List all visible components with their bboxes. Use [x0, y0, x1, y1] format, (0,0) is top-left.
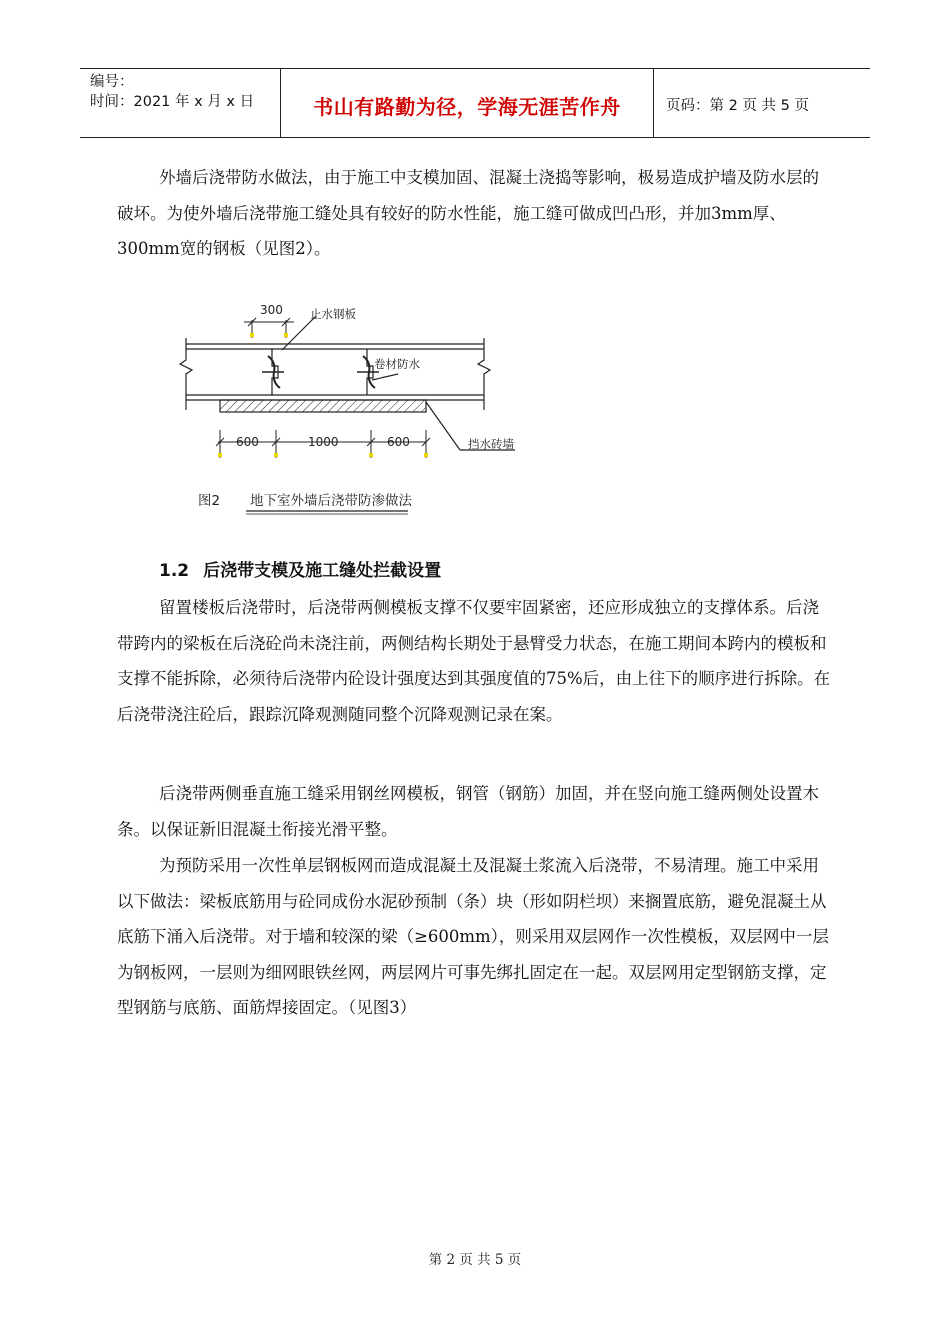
paragraph-4: 为预防采用一次性单层钢板网而造成混凝土及混凝土浆流入后浇带，不易清理。施工中采用以下做法：梁板底筋用与砼同成份水泥砂预制（条）块（形如阴栏坝）来搁置底筋，避免混凝土从底筋下涌入后浇带。对于墙和较深的梁（≥600mm），则采用双层网作一次性模板，双层网中一层为钢板网，一层则为细网眼铁丝网，两层网片可事先绑扎固定在一起。双层网用定型钢筋支撑，定型钢筋与底筋、面筋焊接固定。（见图3）	[117, 856, 829, 1017]
doc-number-label: 编号：	[90, 74, 134, 90]
doc-time-label: 时间：2021 年 x 月 x 日	[90, 94, 255, 110]
figure-2	[170, 298, 530, 526]
section-heading	[159, 556, 441, 581]
masonry-wall	[220, 400, 426, 412]
header-meta	[80, 69, 281, 137]
header-motto	[281, 69, 654, 137]
figure-caption: 地下室外墙后浇带防渗做法	[250, 493, 412, 509]
dim-600-left: 600	[236, 435, 259, 449]
membrane-label: 卷材防水	[374, 357, 420, 371]
paragraph-2: 留置楼板后浇带时，后浇带两侧模板支撑不仅要牢固紧密，还应形成独立的支撑体系。后浇带跨内的梁板在后浇砼尚未浇注前，两侧结构长期处于悬臂受力状态，在施工期间本跨内的模板和支撑不能拆除，必须待后浇带内砼设计强度达到其强度值的75%后，由上往下的顺序进行拆除。在后浇带浇注砼后，跟踪沉降观测随同整个沉降观测记录在案。	[117, 598, 831, 724]
dim-300-label: 300	[260, 303, 283, 317]
dim-1000: 1000	[308, 435, 339, 449]
dim-600-right: 600	[387, 435, 410, 449]
waterstop-label: 止水钢板	[310, 307, 356, 321]
page-info: 页码：第 2 页 共 5 页	[666, 98, 809, 114]
section-number: 1.2	[159, 561, 190, 581]
figure-number: 图2	[198, 493, 221, 509]
paragraph-3: 后浇带两侧垂直施工缝采用钢丝网模板，钢管（钢筋）加固，并在竖向施工缝两侧处设置木条。以保证新旧混凝土衔接光滑平整。	[117, 784, 819, 839]
brick-wall-label: 挡水砖墙	[468, 437, 514, 451]
page-header	[80, 68, 870, 138]
page-footer: 第 2 页 共 5 页	[428, 1252, 522, 1268]
paragraph-1: 外墙后浇带防水做法，由于施工中支模加固、混凝土浇捣等影响，极易造成护墙及防水层的破坏。为使外墙后浇带施工缝处具有较好的防水性能，施工缝可做成凹凸形，并加3mm厚、300mm宽的钢板（见图2）。	[117, 168, 819, 258]
section-title: 后浇带支模及施工缝处拦截设置	[203, 561, 442, 581]
header-page	[654, 69, 870, 137]
motto-text: 书山有路勤为径，学海无涯苦作舟	[313, 95, 621, 119]
